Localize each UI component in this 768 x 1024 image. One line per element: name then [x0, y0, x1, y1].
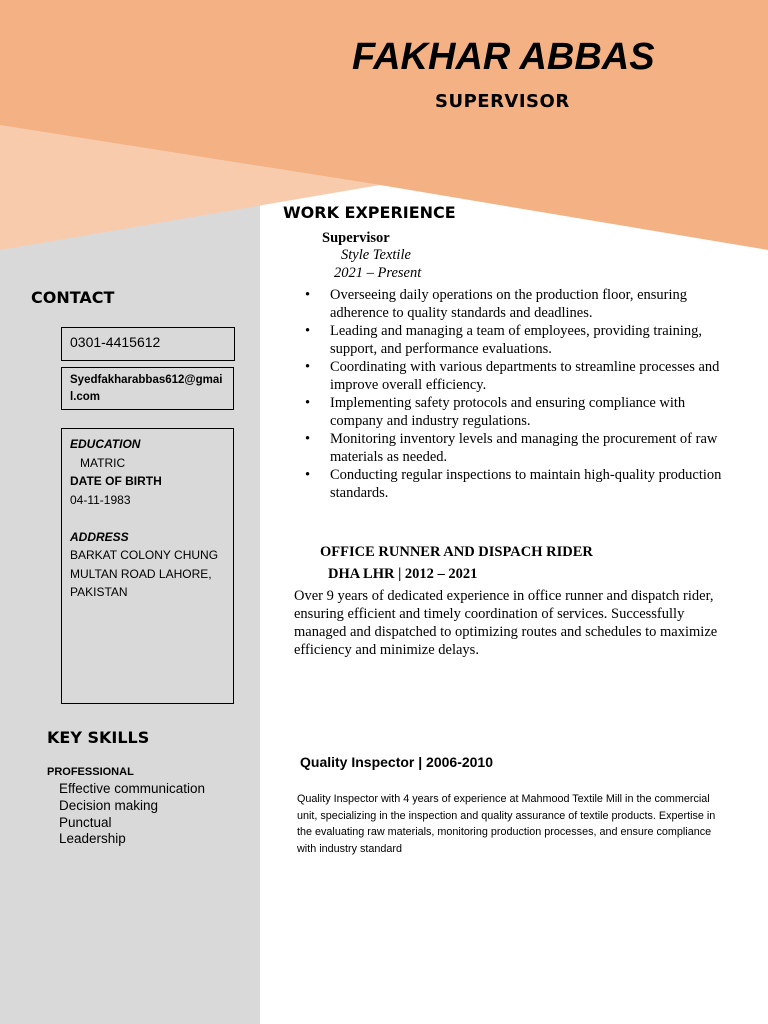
bullet-item: • Conducting regular inspections to maintain high-quality production standards. [305, 466, 735, 502]
skills-title: KEY SKILLS [47, 728, 150, 747]
skill-item: Punctual [59, 814, 112, 830]
skills-subtitle: PROFESSIONAL [47, 766, 134, 778]
work-experience-title: WORK EXPERIENCE [283, 203, 456, 222]
bullet-item: • Overseeing daily operations on the production floor, ensuring adherence to quality standards and deadlines. [305, 286, 735, 322]
phone-box [61, 327, 235, 361]
education-label: EDUCATION [70, 437, 141, 451]
education-value: MATRIC [80, 455, 126, 470]
phone-number: 0301-4415612 [70, 334, 161, 350]
job1-title: Supervisor [322, 230, 390, 246]
bullet-item: • Implementing safety protocols and ensuring compliance with company and industry regulations. [305, 394, 735, 430]
personal-info-box [61, 428, 234, 704]
bullet-item: • Coordinating with various departments to streamline processes and improve overall efficiency. [305, 358, 735, 394]
info-spacer [70, 509, 225, 528]
address-line: PAKISTAN [70, 585, 128, 599]
job1-company: Style Textile [341, 247, 411, 263]
job3-title: Quality Inspector | 2006-2010 [300, 754, 494, 770]
job2-title: OFFICE RUNNER AND DISPACH RIDER [320, 544, 593, 560]
job3-description: Quality Inspector with 4 years of experience at Mahmood Textile Mill in the commercial unit, specializing in the inspection and quality assurance of textile products. Expertise in the evaluating raw materials, monitoring production processes, and ensure compliance with industry standard [297, 793, 716, 855]
bullet-item: • Monitoring inventory levels and managing the procurement of raw materials as needed. [305, 430, 735, 466]
job2-subtitle: DHA LHR | 2012 – 2021 [328, 566, 478, 582]
email-box [61, 367, 234, 410]
skill-item: Leadership [59, 831, 126, 847]
skill-item: Decision making [59, 797, 159, 813]
skill-item: Effective communication [59, 781, 206, 796]
address-line: BARKAT COLONY CHUNG [70, 548, 219, 562]
skills-list [59, 781, 205, 848]
email-address: Syedfakharabbas612@gmail.com [70, 374, 223, 403]
address-line: MULTAN ROAD LAHORE, [70, 566, 212, 581]
address-label: ADDRESS [70, 529, 129, 544]
dob-label: DATE OF BIRTH [70, 474, 162, 488]
candidate-role: SUPERVISOR [435, 91, 570, 112]
candidate-name: FAKHAR ABBAS [352, 36, 655, 78]
contact-title: CONTACT [31, 288, 115, 307]
dob-value: 04-11-1983 [70, 492, 131, 507]
bullet-item: • Leading and managing a team of employees, providing training, support, and performance evaluations. [305, 322, 735, 358]
job2-description: Over 9 years of dedicated experience in office runner and dispatch rider, ensuring efficient and timely coordination of services. Successfully managed and dispatched to optimizing routes and schedules to maximize efficiency and minimize delays. [294, 588, 718, 658]
job1-dates: 2021 – Present [334, 265, 422, 281]
job1-bullets [305, 286, 735, 502]
